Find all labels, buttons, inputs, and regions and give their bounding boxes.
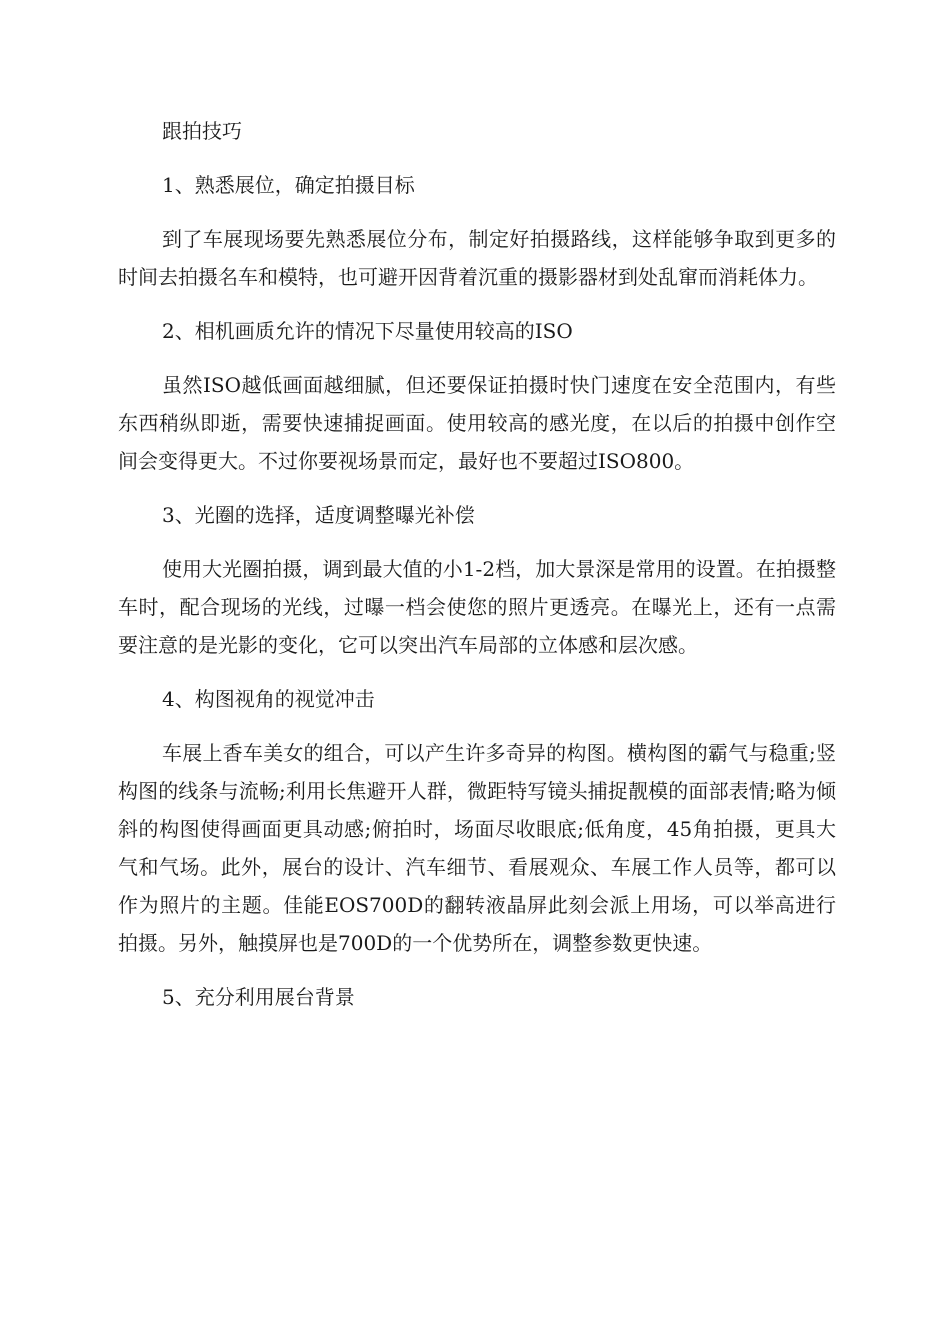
section-heading: 5、充分利用展台背景 (162, 985, 355, 1009)
section-body: 虽然ISO越低画面越细腻，但还要保证拍摄时快门速度在安全范围内，有些东西稍纵即逝，需要快速捕捉画面。使用较高的感光度，在以后的拍摄中创作空间会变得更大。不过你要视场景而定，最好也不要超过ISO800。 (118, 373, 836, 473)
section-heading: 4、构图视角的视觉冲击 (162, 687, 375, 711)
document-content (118, 112, 836, 1032)
section-heading: 3、光圈的选择，适度调整曝光补偿 (162, 503, 475, 527)
section-body: 车展上香车美女的组合，可以产生许多奇异的构图。横构图的霸气与稳重;竖构图的线条与流畅;利用长焦避开人群，微距特写镜头捕捉靓模的面部表情;略为倾斜的构图使得画面更具动感;俯拍时，场面尽收眼底;低角度，45角拍摄，更具大气和气场。此外，展台的设计、汽车细节、看展观众、车展工作人员等，都可以作为照片的主题。佳能EOS700D的翻转液晶屏此刻会派上用场，可以举高进行拍摄。另外，触摸屏也是700D的一个优势所在，调整参数更快速。 (118, 741, 836, 955)
section-heading: 1、熟悉展位，确定拍摄目标 (162, 173, 415, 197)
section-heading: 2、相机画质允许的情况下尽量使用较高的ISO (162, 319, 573, 343)
section-body: 到了车展现场要先熟悉展位分布，制定好拍摄路线，这样能够争取到更多的时间去拍摄名车和模特，也可避开因背着沉重的摄影器材到处乱窜而消耗体力。 (118, 227, 836, 289)
section-body: 使用大光圈拍摄，调到最大值的小1-2档，加大景深是常用的设置。在拍摄整车时，配合现场的光线，过曝一档会使您的照片更透亮。在曝光上，还有一点需要注意的是光影的变化，它可以突出汽车局部的立体感和层次感。 (118, 557, 836, 657)
document-title: 跟拍技巧 (162, 119, 242, 143)
